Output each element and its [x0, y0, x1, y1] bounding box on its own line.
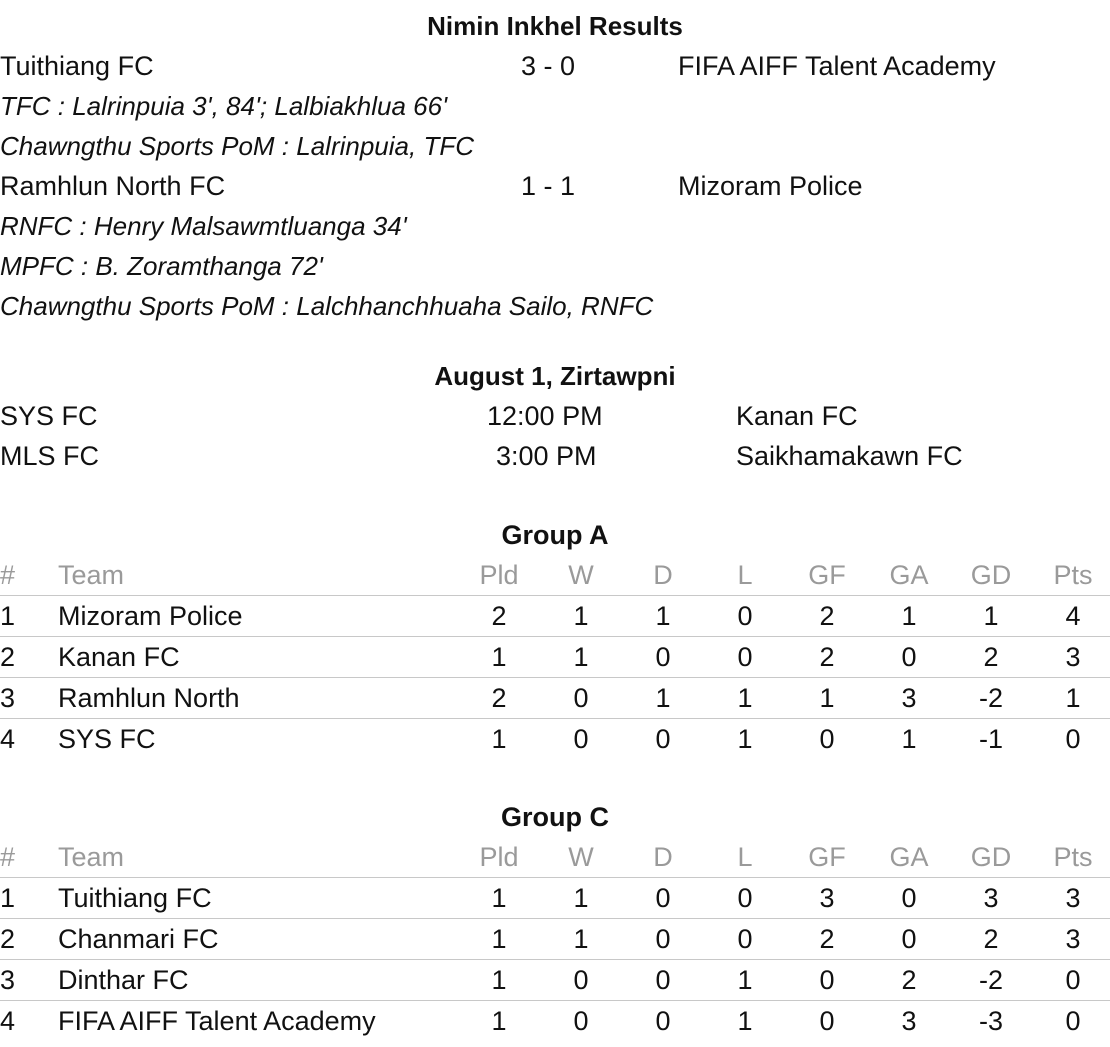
goal-difference-cell: 1 [950, 596, 1032, 637]
won-cell: 1 [540, 596, 622, 637]
header-team: Team [58, 837, 458, 878]
goals-for-cell: 1 [786, 678, 868, 719]
header-lost: L [704, 837, 786, 878]
goals-against-cell: 2 [868, 960, 950, 1001]
drawn-cell: 0 [655, 1006, 671, 1036]
rank-cell: 3 [0, 678, 58, 719]
played-cell: 2 [458, 678, 540, 719]
table-row [0, 960, 1110, 1001]
goals-against-cell: 0 [868, 919, 950, 960]
team-cell: Kanan FC [58, 637, 458, 678]
team-cell: Ramhlun North [58, 678, 458, 719]
goals-against-cell: 3 [868, 678, 950, 719]
pom-note: Chawngthu Sports PoM : Lalchhanchhuaha Sailo, RNFC [0, 291, 654, 321]
goals-for-cell: 0 [819, 724, 835, 754]
played-cell: 1 [458, 960, 540, 1001]
rank-cell: 4 [0, 724, 16, 754]
away-team: FIFA AIFF Talent Academy [678, 51, 996, 81]
goals-against-cell: 1 [901, 724, 917, 754]
won-cell: 0 [540, 960, 622, 1001]
drawn-cell: 0 [622, 960, 704, 1001]
goals-for-cell: 2 [786, 919, 868, 960]
team-cell: Dinthar FC [58, 960, 458, 1001]
drawn-cell: 0 [622, 878, 704, 919]
table-row [0, 678, 1110, 719]
goal-difference-cell: -2 [950, 678, 1032, 719]
table-row [0, 596, 1110, 637]
result-row [0, 46, 1110, 86]
lost-cell: 1 [704, 678, 786, 719]
team-cell: FIFA AIFF Talent Academy [58, 1006, 376, 1036]
points-cell: 0 [1032, 960, 1110, 1001]
rank-cell: 1 [0, 878, 58, 919]
away-team: Mizoram Police [678, 171, 863, 201]
lost-cell: 1 [737, 724, 753, 754]
header-drawn: D [622, 837, 704, 878]
header-goals-against: GA [868, 837, 950, 878]
lost-cell: 0 [704, 878, 786, 919]
points-cell: 0 [1065, 724, 1081, 754]
won-cell: 1 [540, 878, 622, 919]
goal-difference-cell: 3 [950, 878, 1032, 919]
played-cell: 1 [491, 724, 507, 754]
goal-difference-cell: 2 [950, 919, 1032, 960]
goals-for-cell: 0 [786, 960, 868, 1001]
played-cell: 1 [458, 919, 540, 960]
home-team: Tuithiang FC [0, 51, 154, 81]
group-title: Group C [501, 802, 609, 832]
rank-cell: 2 [0, 919, 58, 960]
goals-against-cell: 0 [868, 637, 950, 678]
lost-cell: 1 [704, 960, 786, 1001]
table-row [0, 919, 1110, 960]
drawn-cell: 1 [622, 596, 704, 637]
rank-cell: 1 [0, 596, 58, 637]
drawn-cell: 0 [622, 919, 704, 960]
goals-against-cell: 0 [868, 878, 950, 919]
header-won: W [540, 555, 622, 596]
rank-cell: 4 [0, 1006, 16, 1036]
won-cell: 0 [540, 678, 622, 719]
kickoff-time: 3:00 PM [496, 441, 597, 471]
pom-note: Chawngthu Sports PoM : Lalrinpuia, TFC [0, 131, 474, 161]
standings-table [0, 837, 1110, 1041]
header-rank: # [0, 837, 58, 878]
group-title: Group A [501, 520, 609, 550]
results-title: Nimin Inkhel Results [427, 11, 683, 41]
team-cell: Chanmari FC [58, 919, 458, 960]
won-cell: 0 [573, 1006, 589, 1036]
goal-difference-cell: -2 [950, 960, 1032, 1001]
result-row [0, 166, 1110, 206]
scorers-note: TFC : Lalrinpuia 3', 84'; Lalbiakhlua 66' [0, 91, 448, 121]
header-goal-difference: GD [950, 837, 1032, 878]
won-cell: 0 [573, 724, 589, 754]
lost-cell: 0 [704, 637, 786, 678]
points-cell: 3 [1032, 919, 1110, 960]
goal-difference-cell: 2 [950, 637, 1032, 678]
goal-difference-cell: -3 [978, 1006, 1003, 1036]
header-drawn: D [622, 555, 704, 596]
points-cell: 1 [1032, 678, 1110, 719]
header-team: Team [58, 555, 458, 596]
header-goals-for: GF [786, 837, 868, 878]
team-cell: Tuithiang FC [58, 878, 458, 919]
match-score: 3 - 0 [521, 51, 576, 81]
played-cell: 1 [458, 637, 540, 678]
header-played: Pld [458, 837, 540, 878]
fixture-row [0, 396, 1110, 436]
goals-for-cell: 2 [786, 637, 868, 678]
lost-cell: 0 [704, 919, 786, 960]
team-cell: SYS FC [58, 724, 156, 754]
goals-against-cell: 3 [901, 1006, 917, 1036]
rank-cell: 2 [0, 637, 58, 678]
table-row [0, 719, 1110, 760]
played-cell: 1 [458, 878, 540, 919]
header-goals-for: GF [786, 555, 868, 596]
won-cell: 1 [540, 919, 622, 960]
scorers-note: MPFC : B. Zoramthanga 72' [0, 251, 323, 281]
away-team: Kanan FC [736, 401, 858, 431]
goals-for-cell: 2 [786, 596, 868, 637]
scorers-note: RNFC : Henry Malsawmtluanga 34' [0, 211, 407, 241]
lost-cell: 0 [704, 596, 786, 637]
fixtures-title: August 1, Zirtawpni [434, 361, 676, 391]
goal-difference-cell: -1 [978, 724, 1003, 754]
header-rank: # [0, 555, 58, 596]
table-row [0, 637, 1110, 678]
table-header-row [0, 837, 1110, 878]
away-team: Saikhamakawn FC [736, 441, 963, 471]
table-row [0, 1001, 1110, 1042]
played-cell: 2 [458, 596, 540, 637]
goals-for-cell: 0 [819, 1006, 835, 1036]
won-cell: 1 [540, 637, 622, 678]
home-team: MLS FC [0, 441, 100, 471]
header-goals-against: GA [868, 555, 950, 596]
header-played: Pld [458, 555, 540, 596]
header-goal-difference: GD [950, 555, 1032, 596]
drawn-cell: 0 [622, 637, 704, 678]
rank-cell: 3 [0, 960, 58, 1001]
home-team: Ramhlun North FC [0, 171, 226, 201]
drawn-cell: 0 [655, 724, 671, 754]
header-lost: L [704, 555, 786, 596]
points-cell: 3 [1032, 637, 1110, 678]
standings-body [0, 596, 1110, 760]
table-row [0, 878, 1110, 919]
kickoff-time: 12:00 PM [487, 401, 603, 431]
header-won: W [540, 837, 622, 878]
standings-table [0, 555, 1110, 759]
goals-against-cell: 1 [868, 596, 950, 637]
table-header-row [0, 555, 1110, 596]
drawn-cell: 1 [622, 678, 704, 719]
points-cell: 0 [1065, 1006, 1081, 1036]
goals-for-cell: 3 [786, 878, 868, 919]
lost-cell: 1 [737, 1006, 753, 1036]
points-cell: 3 [1032, 878, 1110, 919]
played-cell: 1 [491, 1006, 507, 1036]
fixture-row [0, 436, 1110, 476]
match-score: 1 - 1 [521, 171, 576, 201]
header-points: Pts [1032, 837, 1110, 878]
header-points: Pts [1032, 555, 1110, 596]
points-cell: 4 [1032, 596, 1110, 637]
standings-body [0, 878, 1110, 1042]
team-cell: Mizoram Police [58, 596, 458, 637]
home-team: SYS FC [0, 401, 98, 431]
